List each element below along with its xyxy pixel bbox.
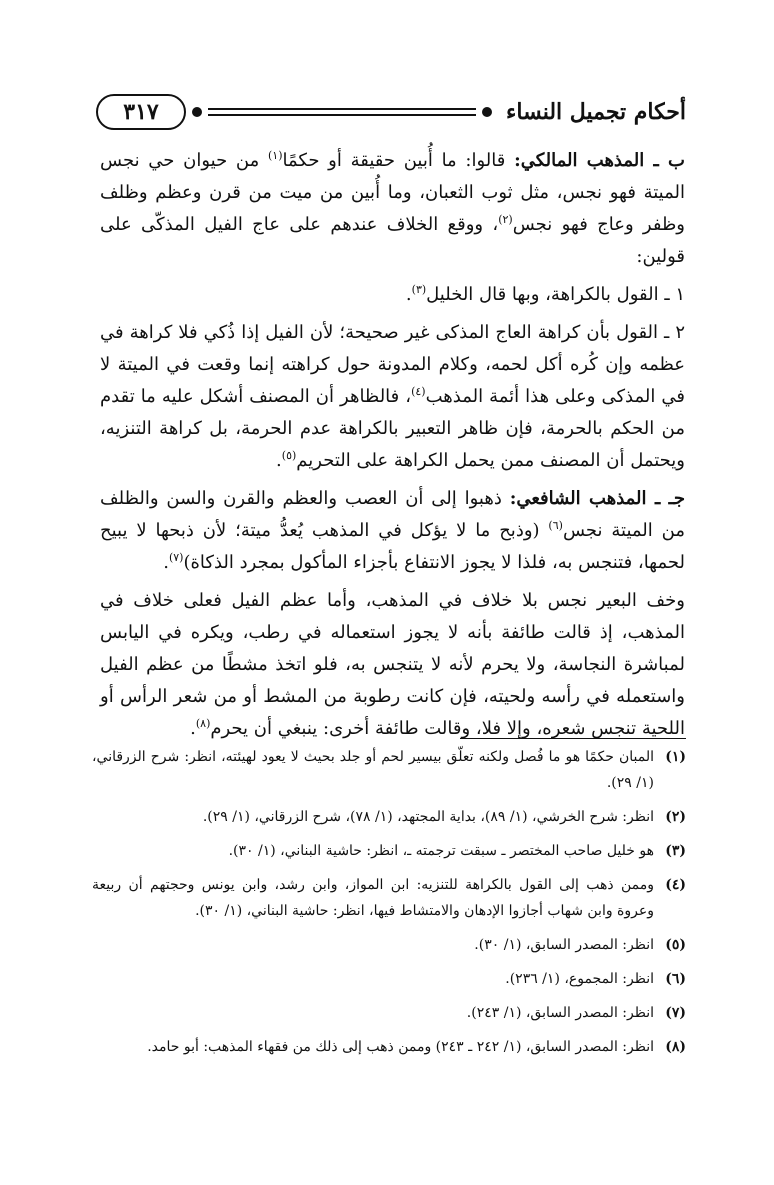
header-rule <box>208 108 476 116</box>
footnote-number: (٧) <box>665 1005 686 1021</box>
footnote-ref[interactable]: (٦) <box>548 519 563 532</box>
running-title: أحكام تجميل النساء <box>506 99 686 125</box>
text-run: ، فالظاهر أن المصنف أشكل عليه ما تقدم من الحكم بالحرمة، فإن ظاهر التعبير بالكراهة عدم الحرمة، بل كراهة التنزيه، ويحتمل أن المصنف ممن يحمل الكراهة على التحريم <box>100 386 685 471</box>
main-text <box>100 145 685 751</box>
text-run: ١ ـ القول بالكراهة، وبها قال الخليل <box>426 284 685 305</box>
footnote-ref[interactable]: (٧) <box>168 551 184 564</box>
footnote-ref[interactable]: (٢) <box>498 213 513 226</box>
footnote <box>92 1000 686 1026</box>
bullet-icon <box>192 107 202 117</box>
footnote-number: (٤) <box>665 877 686 893</box>
bullet-icon <box>482 107 492 117</box>
footnote-number: (٣) <box>665 843 686 859</box>
page-header <box>96 90 686 134</box>
section-label: ب ـ المذهب المالكي: <box>514 150 686 171</box>
text-run: . <box>190 718 196 739</box>
paragraph <box>100 145 685 273</box>
footnote-text: انظر: المجموع، (١/ ٢٣٦). <box>505 971 654 987</box>
text-run: ٢ ـ القول بأن كراهة العاج المذكى غير صحيحة؛ لأن الفيل إذا ذُكي فلا كراهة في عظمه وإن كُره أكل لحمه، وكلام المدونة حول كراهته إنما وقعت في الميتة لا في المذكى وعلى هذا أئمة المذهب <box>100 322 685 407</box>
footnote <box>92 804 686 830</box>
footnote <box>92 966 686 992</box>
footnote <box>92 1034 686 1060</box>
text-run: . <box>163 552 169 573</box>
footnotes <box>92 744 686 1068</box>
footnote-separator <box>460 738 686 739</box>
footnote <box>92 838 686 864</box>
footnote-ref[interactable]: (٥) <box>281 449 297 462</box>
footnote <box>92 744 686 796</box>
text-run: ، ووقع الخلاف عندهم على عاج الفيل المذكّى على قولين: <box>100 214 685 267</box>
footnote-text: المبان حكمًا هو ما فُصل ولكنه تعلّق بيسير لحم أو جلد بحيث لا يعود لهيئته، انظر: شرح الزرقاني، (١/ ٢٩). <box>92 749 654 791</box>
text-run: قالوا: ما أُبين حقيقة أو حكمًا <box>282 150 515 171</box>
footnote-ref[interactable]: (١) <box>267 149 283 162</box>
text-run: وخف البعير نجس بلا خلاف في المذهب، وأما عظم الفيل فعلى خلاف في المذهب، إذ قالت طائفة بأنه لا يجوز استعماله في رطب، ويكره في اليابس لمباشرة النجاسة، ولا يحرم لأنه لا يتنجس به، فلو اتخذ مشطًا من عظم الفيل واستعمله في رأسه ولحيته، فإن كانت رطوبة من المشط أو من شعر الرأس أو اللحية تنجس شعره، وإلا فلا، وقالت طائفة أخرى: ينبغي أن يحرم <box>100 590 685 739</box>
text-run: (وذبح ما لا يؤكل في المذهب يُعدُّ ميتة؛ لأن ذبحها لا يبيح لحمها، فتنجس به، فلذا لا يجوز الانتفاع بأجزاء المأكول بمجرد الذكاة) <box>100 520 685 573</box>
text-run: . <box>276 450 282 471</box>
footnote-ref[interactable]: (٨) <box>195 717 211 730</box>
footnote-number: (١) <box>665 749 686 765</box>
footnote-text: انظر: المصدر السابق، (١/ ٣٠). <box>474 937 654 953</box>
section-label: جـ ـ المذهب الشافعي: <box>509 488 686 509</box>
text-run: ذهبوا إلى أن العصب والعظم والقرن والسن والظلف من الميتة نجس <box>100 488 685 541</box>
paragraph <box>100 585 685 745</box>
footnote-number: (٥) <box>665 937 686 953</box>
footnote-number: (٨) <box>665 1039 686 1055</box>
footnote-text: هو خليل صاحب المختصر ـ سبقت ترجمته ـ، انظر: حاشية البناني، (١/ ٣٠). <box>228 843 654 859</box>
paragraph <box>100 279 685 311</box>
footnote-number: (٦) <box>665 971 686 987</box>
footnote-text: انظر: المصدر السابق، (١/ ٢٤٢ ـ ٢٤٣) وممن ذهب إلى ذلك من فقهاء المذهب: أبو حامد. <box>147 1039 654 1055</box>
footnote-text: وممن ذهب إلى القول بالكراهة للتنزيه: ابن المواز، وابن رشد، وابن يونس وحجتهم أن ربيعة وعروة وابن شهاب أجازوا الإدهان والامتشاط فيها، انظر: حاشية البناني، (١/ ٣٠). <box>92 877 654 919</box>
text-run: . <box>405 284 412 305</box>
footnote <box>92 932 686 958</box>
page-number: ٣١٧ <box>96 94 186 130</box>
paragraph <box>100 483 685 579</box>
footnote-ref[interactable]: (٤) <box>411 385 426 398</box>
footnote-number: (٢) <box>665 809 686 825</box>
text-run: من حيوان حي نجس الميتة فهو نجس، مثل ثوب الثعبان، وما أُبين من ميت من قرن وعظم وظلف وظفر وعاج فهو نجس <box>100 150 685 235</box>
paragraph <box>100 317 685 477</box>
footnote-ref[interactable]: (٣) <box>411 283 427 296</box>
footnote <box>92 872 686 924</box>
footnote-text: انظر: المصدر السابق، (١/ ٢٤٣). <box>466 1005 654 1021</box>
footnote-text: انظر: شرح الخرشي، (١/ ٨٩)، بداية المجتهد، (١/ ٧٨)، شرح الزرقاني، (١/ ٢٩). <box>202 809 654 825</box>
